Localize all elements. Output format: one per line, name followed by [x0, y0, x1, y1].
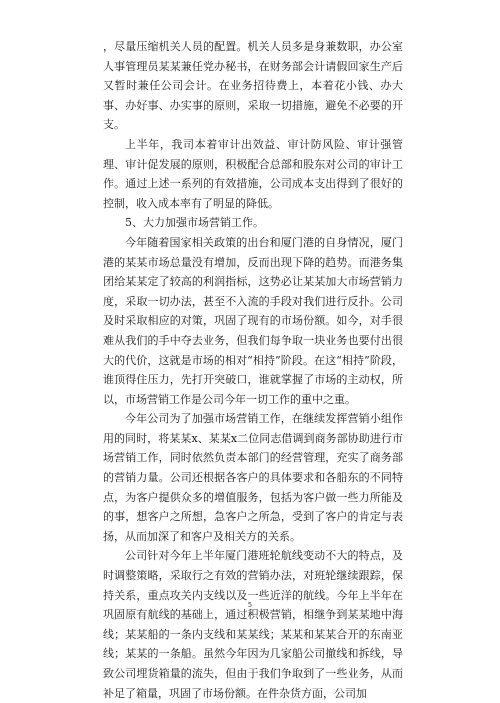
paragraph-marketing-team: 今年公司为了加强市场营销工作，在继续发挥营销小组作用的同时，将某某x、某某x二位同志借调到商务部协助进行市场营销工作，同时依然负责本部门的经营管理，充实了商务部的营销力量。公司还根据各客户的具体要求和各船东的不同特点，为客户提供众多的增值服务，包括为客户做一些力所能及的事，想客户之所想，急客户之所急，受到了客户的肯定与表扬，从而加深了和客户及相关方的关系。	[103, 412, 403, 543]
paragraph-cost-control: ，尽量压缩机关人员的配置。机关人员多是身兼数职，办公室人事管理员某某兼任党办秘书，在财务部会计请假回家生产后又暂时兼任公司会计。在业务招待费上，本着花小钱、办大事、办好事、办实事的原则，采取一切措施，避免不必要的开支。	[103, 40, 403, 132]
paragraph-audit: 上半年，我司本着审计出效益、审计防风险、审计强管理、审计促发展的原则，积极配合总部和股东对公司的审计工作。通过上述一系列的有效措施，公司成本支出得到了很好的控制，收入成本率有了明显的降低。	[103, 137, 403, 210]
section-heading-marketing: 5、大力加强市场营销工作。	[125, 216, 264, 230]
page-number: 5	[247, 601, 253, 609]
paragraph-route-strategy: 公司针对今年上半年厦门港班轮航线变动不大的特点，及时调整策略，采取行之有效的营销办法，对班轮继续跟踪，保持关系，重点攻关内支线以及一些近洋的航线。今年上半年在巩固原有航线的基础上，通过积极营销，相继争到某某地中海线；某某船的一条内支线和某某线；某某和某某合开的东南亚线；某某的一条船。虽然今年因为几家船公司撤线和拆线，导致公司埋货箱量的流失，但由于我们争取到了一些业务，从而补足了箱量，巩固了市场份额。在件杂货方面，公司加	[103, 549, 403, 700]
paragraph-market-situation: 今年随着国家相关政策的出台和厦门港的自身情况，厦门港的某某市场总量没有增加，反而出现下降的趋势。而港务集团给某某定了较高的利润指标，这势必让某某加大市场营销力度，采取一切办法，甚至不入流的手段对我们进行反扑。公司及时采取相应的对策，巩固了现有的市场份额。如今，对手很难从我们的手中夺去业务，但我们每争取一块业务也要付出很大的代价，这就是市场的相对“相持”阶段。在这“相持”阶段，谁顶得住压力，先打开突破口，谁就掌握了市场的主动权，所以，市场营销工作是公司今年一切工作的重中之重。	[103, 235, 403, 406]
